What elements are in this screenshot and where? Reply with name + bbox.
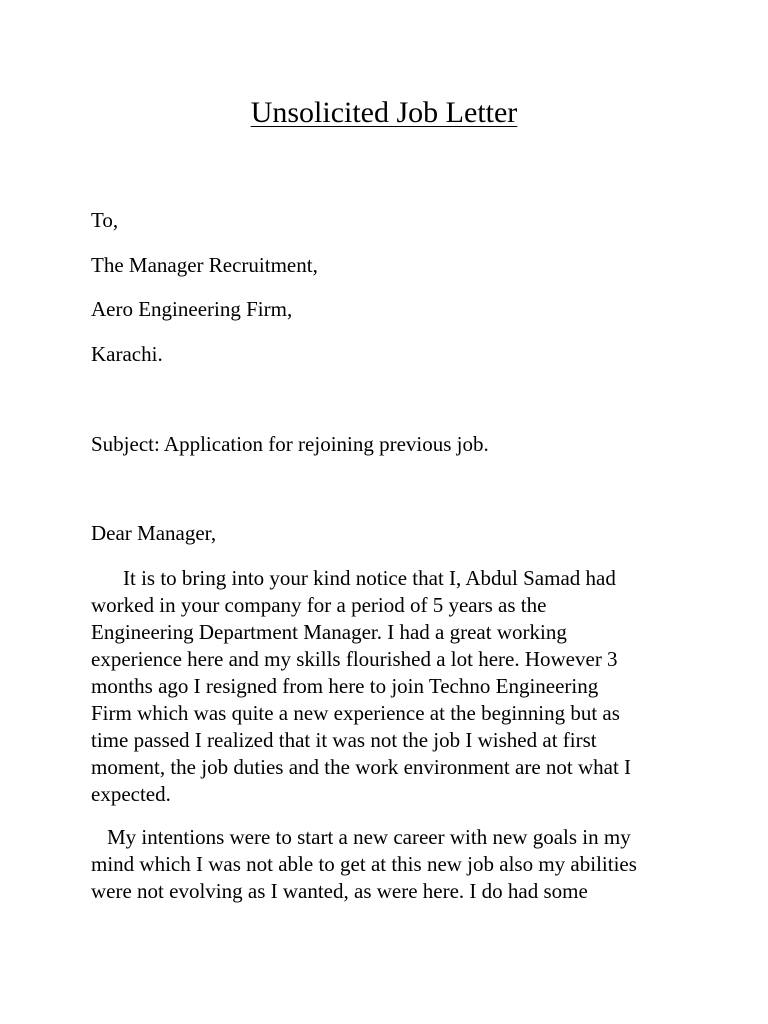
paragraph-line: worked in your company for a period of 5 years as the [91, 593, 547, 617]
paragraph-line: mind which I was not able to get at this new job also my abilities [91, 852, 637, 876]
document-title [0, 93, 768, 133]
paragraph-line: experience here and my skills flourished a lot here. However 3 [91, 647, 618, 671]
address-recipient: The Manager Recruitment, [91, 253, 318, 277]
paragraph-line: It is to bring into your kind notice that I, Abdul Samad had [123, 566, 616, 590]
paragraph-line: months ago I resigned from here to join Techno Engineering [91, 674, 599, 698]
body-paragraph-2 [91, 824, 691, 905]
paragraph-line: Firm which was quite a new experience at the beginning but as [91, 701, 620, 725]
document-title-text: Unsolicited Job Letter [250, 96, 518, 129]
paragraph-line: moment, the job duties and the work environment are not what I [91, 755, 632, 779]
paragraph-line: My intentions were to start a new career with new goals in my [107, 825, 631, 849]
address-city: Karachi. [91, 342, 163, 366]
paragraph-line: were not evolving as I wanted, as were here. I do had some [91, 879, 588, 903]
paragraph-line: time passed I realized that it was not the job I wished at first [91, 728, 597, 752]
paragraph-line: expected. [91, 782, 171, 806]
address-to: To, [91, 208, 119, 232]
greeting: Dear Manager, [91, 521, 217, 545]
paragraph-line: Engineering Department Manager. I had a great working [91, 620, 567, 644]
body-paragraph-1 [91, 565, 691, 808]
address-company: Aero Engineering Firm, [91, 297, 293, 321]
subject-line: Subject: Application for rejoining previous job. [91, 432, 489, 456]
